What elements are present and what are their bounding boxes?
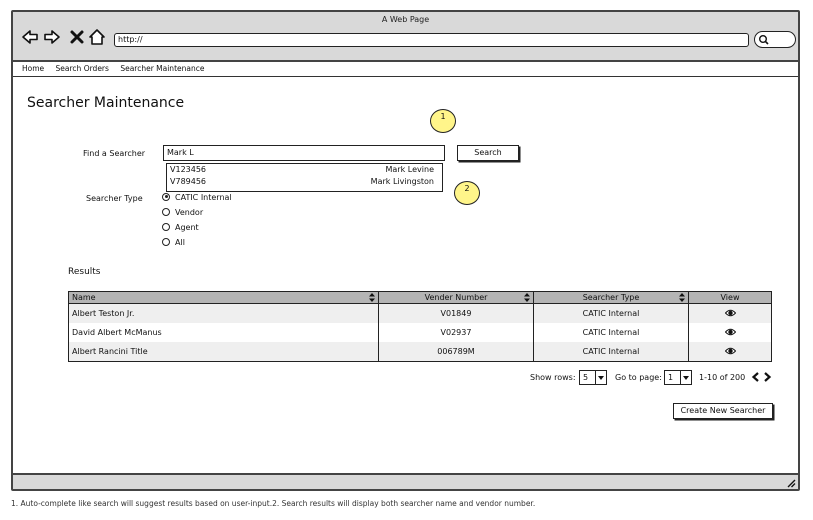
cell-name: Albert Teston Jr. bbox=[69, 304, 379, 324]
find-searcher-label: Find a Searcher bbox=[83, 149, 146, 158]
cell-number: V01849 bbox=[379, 304, 534, 324]
cell-number: V02937 bbox=[379, 323, 534, 342]
column-header-label: Vender Number bbox=[424, 293, 488, 302]
next-page-icon[interactable] bbox=[763, 372, 772, 382]
annotation-footnote: 1. Auto-complete like search will suggest results based on user-input.2. Search results will display both searcher name and vendor number. bbox=[11, 499, 536, 508]
radio-agent[interactable] bbox=[162, 223, 199, 232]
radio-label: Agent bbox=[175, 223, 199, 232]
sort-icon[interactable] bbox=[679, 293, 685, 302]
view-cell bbox=[689, 342, 772, 362]
home-icon[interactable] bbox=[88, 28, 106, 46]
view-cell bbox=[689, 304, 772, 324]
show-rows-label: Show rows: bbox=[530, 373, 576, 382]
forward-arrow-icon[interactable] bbox=[43, 28, 61, 46]
radio-empty-icon bbox=[162, 223, 170, 231]
cell-name: Albert Rancini Title bbox=[69, 342, 379, 362]
radio-empty-icon bbox=[162, 208, 170, 216]
create-new-searcher-button[interactable]: Create New Searcher bbox=[673, 403, 773, 419]
searcher-type-label: Searcher Type bbox=[86, 194, 143, 203]
radio-empty-icon bbox=[162, 238, 170, 246]
callout-marker-1: 1 bbox=[430, 109, 456, 133]
column-header-label: Searcher Type bbox=[582, 293, 640, 302]
cell-type: CATIC Internal bbox=[534, 323, 689, 342]
suggestion-item[interactable] bbox=[167, 176, 442, 188]
cell-number: 006789M bbox=[379, 342, 534, 362]
sort-icon[interactable] bbox=[524, 293, 530, 302]
close-x-icon[interactable] bbox=[68, 28, 86, 46]
rows-per-page-value: 5 bbox=[583, 373, 589, 382]
menu-item-home[interactable]: Home bbox=[22, 64, 45, 73]
radio-label: Vendor bbox=[175, 208, 204, 217]
cell-name: David Albert McManus bbox=[69, 323, 379, 342]
eye-icon[interactable] bbox=[725, 309, 736, 317]
radio-selected-icon bbox=[162, 193, 170, 201]
goto-page-select[interactable] bbox=[664, 370, 692, 385]
radio-label: All bbox=[175, 238, 185, 247]
autocomplete-dropdown bbox=[166, 163, 443, 192]
callout-marker-2: 2 bbox=[454, 181, 480, 205]
radio-catic-internal[interactable] bbox=[162, 193, 232, 202]
table-row[interactable] bbox=[69, 323, 772, 342]
menu-item-search-orders[interactable]: Search Orders bbox=[55, 64, 109, 73]
column-header-view: View bbox=[689, 292, 772, 304]
goto-page-value: 1 bbox=[668, 373, 674, 382]
results-table bbox=[68, 291, 772, 362]
column-header-vender-number[interactable] bbox=[379, 292, 534, 304]
radio-vendor[interactable] bbox=[162, 208, 203, 217]
cell-type: CATIC Internal bbox=[534, 342, 689, 362]
page-range: 1-10 of 200 bbox=[699, 373, 746, 382]
suggestion-id: V123456 bbox=[170, 165, 207, 174]
column-header-label: Name bbox=[72, 293, 96, 302]
suggestion-item[interactable] bbox=[167, 164, 442, 176]
nav-menu bbox=[13, 62, 798, 77]
back-arrow-icon[interactable] bbox=[21, 28, 39, 46]
menu-item-searcher-maintenance[interactable]: Searcher Maintenance bbox=[120, 64, 205, 73]
table-row[interactable] bbox=[69, 342, 772, 362]
url-bar[interactable]: http:// bbox=[114, 33, 749, 47]
suggestion-name: Mark Livingston bbox=[370, 177, 434, 186]
resize-grip-icon[interactable] bbox=[785, 477, 796, 488]
results-heading: Results bbox=[68, 267, 101, 277]
dropdown-arrow-icon bbox=[595, 371, 606, 384]
find-searcher-input[interactable]: Mark L bbox=[163, 145, 445, 161]
column-header-searcher-type[interactable] bbox=[534, 292, 689, 304]
cell-type: CATIC Internal bbox=[534, 304, 689, 324]
browser-search-field[interactable] bbox=[754, 31, 796, 48]
browser-chrome bbox=[13, 12, 798, 62]
sort-icon[interactable] bbox=[369, 293, 375, 302]
rows-per-page-select[interactable] bbox=[579, 370, 607, 385]
suggestion-id: V789456 bbox=[170, 177, 207, 186]
suggestion-name: Mark Levine bbox=[385, 165, 434, 174]
eye-icon[interactable] bbox=[725, 347, 736, 355]
page-title: Searcher Maintenance bbox=[27, 95, 185, 111]
table-row[interactable] bbox=[69, 304, 772, 324]
column-header-name[interactable] bbox=[69, 292, 379, 304]
radio-label: CATIC Internal bbox=[175, 193, 232, 202]
window-title: A Web Page bbox=[381, 15, 430, 24]
view-cell bbox=[689, 323, 772, 342]
radio-all[interactable] bbox=[162, 238, 185, 247]
eye-icon[interactable] bbox=[725, 328, 736, 336]
previous-page-icon[interactable] bbox=[751, 372, 760, 382]
magnifier-icon bbox=[758, 34, 769, 45]
status-bar bbox=[13, 473, 798, 489]
dropdown-arrow-icon bbox=[680, 371, 691, 384]
search-button[interactable]: Search bbox=[457, 145, 519, 161]
goto-page-label: Go to page: bbox=[615, 373, 662, 382]
